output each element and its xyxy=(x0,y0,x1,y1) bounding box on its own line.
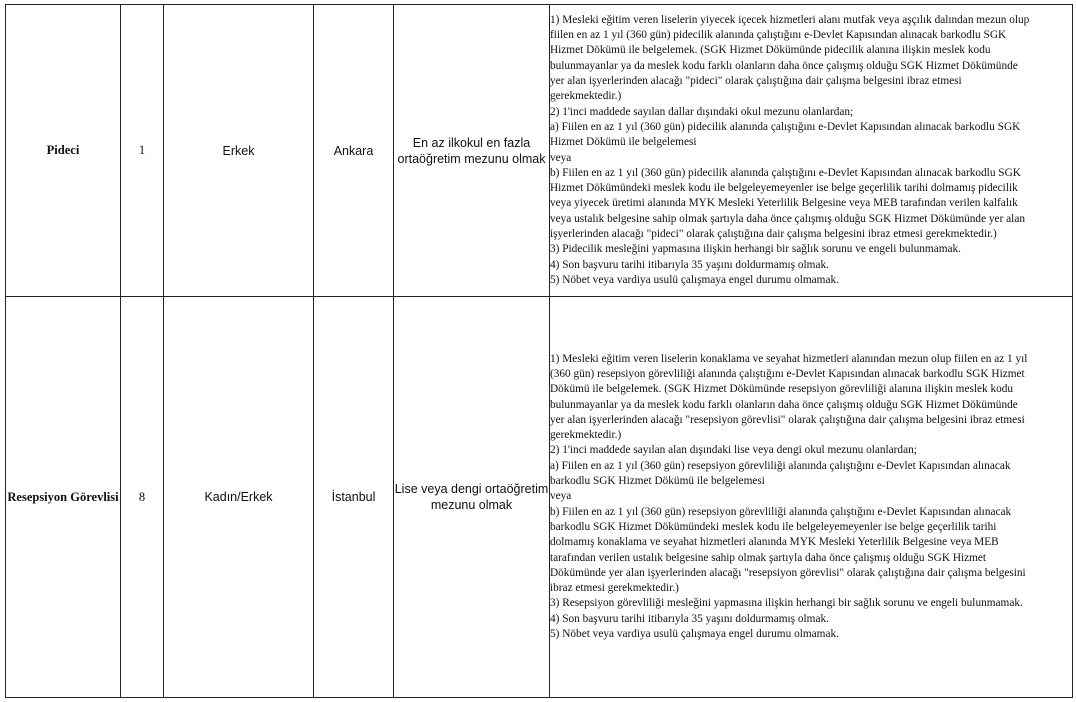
requirement-line: veya xyxy=(550,490,572,503)
city-cell: İstanbul xyxy=(314,297,394,698)
requirement-line: gerekmektedir.) xyxy=(550,429,622,442)
requirement-line: 5) Nöbet veya vardiya usulü çalışmaya engel durumu olmamak. xyxy=(550,628,839,641)
requirement-line: 4) Son başvuru tarihi itibarıyla 35 yaşını doldurmamış olmak. xyxy=(550,612,829,625)
gender-cell: Erkek xyxy=(164,5,314,297)
requirement-line: Dökümü ile belgelemek. (SGK Hizmet Dökümünde resepsiyon görevliliği alanına ilişkin meslek kodu xyxy=(550,383,1014,396)
requirement-line: yer alan işyerlerinden alacağı "pideci" olarak çalıştığına dair çalışma belgesini ibraz etmesi xyxy=(550,75,962,88)
requirement-line: barkodlu SGK Hizmet Dökümü ile belgelemesi xyxy=(550,475,765,488)
requirement-line: Hizmet Dökümündeki meslek kodu ile belgeleyemeyenler ise belge geçerlilik tarihi dolmamış pidecilik xyxy=(550,182,1018,195)
requirement-line: yer alan işyerlerinden alacağı "resepsiyon görevlisi" olarak çalıştığına dair çalışma belgesini ibraz etmesi xyxy=(550,413,1025,426)
requirement-line: a) Fiilen en az 1 yıl (360 gün) resepsiyon görevliliği alanında çalıştığını e-Devlet Kapısından alınacak xyxy=(550,459,1011,472)
requirement-line: 3) Resepsiyon görevliliği mesleğini yapmasına ilişkin herhangi bir sağlık sorunu ve engeli bulunmamak. xyxy=(550,597,1023,610)
requirement-line: dolmamış konaklama ve seyahat hizmetleri alanında MYK Mesleki Yeterlilik Belgesine veya MEB xyxy=(550,536,999,549)
education-cell xyxy=(394,5,550,297)
requirement-line: bulunmayanlar ya da meslek kodu farklı olanların daha önce çalışmış olduğu SGK Hizmet Dökümünde xyxy=(550,398,1018,411)
requirement-line: b) Fiilen en az 1 yıl (360 gün) pidecilik alanında çalıştığını e-Devlet Kapısından alınacak barkodlu SGK xyxy=(550,166,1021,179)
requirement-line: Hizmet Dökümü ile belgelemek. (SGK Hizmet Dökümünde pidecilik alanına ilişkin meslek kodu xyxy=(550,44,991,57)
education-line: ortaöğretim mezunu olmak xyxy=(397,151,546,166)
requirement-line: veya yiyecek üretimi alanında MYK Mesleki Yeterlilik Belgesine veya MEB tarafından verilen kalfalık xyxy=(550,197,1018,210)
requirement-line: fiilen en az 1 yıl (360 gün) pidecilik alanında çalıştığını e-Devlet Kapısından alınacak barkodlu SGK xyxy=(550,29,1007,42)
position-count: 1 xyxy=(121,5,164,297)
position-title: Resepsiyon Görevlisi xyxy=(6,297,121,698)
requirement-line: a) Fiilen en az 1 yıl (360 gün) pidecilik alanında çalıştığını e-Devlet Kapısından alınacak barkodlu SGK xyxy=(550,120,1021,133)
requirement-line: 1) Mesleki eğitim veren liselerin yiyecek içecek hizmetleri alanı mutfak veya aşçılık dalından mezun olup xyxy=(550,13,1030,26)
requirement-line: veya ustalık belgesine sahip olmak şartıyla daha önce çalışmış olduğu SGK Hizmet Dökümünde yer alan xyxy=(550,212,1025,225)
requirements-cell xyxy=(550,5,1073,297)
requirement-line: 4) Son başvuru tarihi itibarıyla 35 yaşını doldurmamış olmak. xyxy=(550,258,829,271)
education-line: Lise veya dengi ortaöğretim xyxy=(394,482,549,496)
position-title: Pideci xyxy=(6,5,121,297)
requirement-line: (360 gün) resepsiyon görevliliği alanında çalıştığını e-Devlet Kapısından alınacak barkodlu SGK Hizmet xyxy=(550,367,1025,380)
requirement-line: 2) 1'inci maddede sayılan dallar dışındaki okul mezunu olanlardan; xyxy=(550,105,854,118)
requirement-line: Dökümünde yer alan işyerlerinden alacağı "resepsiyon görevlisi" olarak çalıştığına dair çalışma belgesini xyxy=(550,566,1026,579)
requirement-line: ibraz etmesi gerekmektedir.) xyxy=(550,582,679,595)
requirement-line: 2) 1'inci maddede sayılan alan dışındaki lise veya dengi okul mezunu olanlardan; xyxy=(550,444,917,457)
requirement-line: tarafından verilen ustalık belgesine sahip olmak şartıyla daha önce çalışmış olduğu SGK Hizmet xyxy=(550,551,987,564)
requirement-line: 1) Mesleki eğitim veren liselerin konaklama ve seyahat hizmetleri alanından mezun olup fiilen en az 1 yıl xyxy=(550,352,1028,365)
job-requirements-table xyxy=(5,4,1073,698)
requirement-line: b) Fiilen en az 1 yıl (360 gün) resepsiyon görevliliği alanında çalıştığını e-Devlet Kapısından alınacak xyxy=(550,505,1012,518)
requirement-line: bulunmayanlar ya da meslek kodu farklı olanların daha önce çalışmış olduğu SGK Hizmet Dökümünde xyxy=(550,59,1018,72)
gender-cell: Kadın/Erkek xyxy=(164,297,314,698)
requirement-line: barkodlu SGK Hizmet Dökümündeki meslek kodu ile belgeleyemeyenler ise belge geçerlilik tarihi xyxy=(550,520,997,533)
requirement-line: gerekmektedir.) xyxy=(550,90,622,103)
requirements-cell xyxy=(550,297,1073,698)
table-row-pideci xyxy=(6,5,1073,297)
requirement-line: 5) Nöbet veya vardiya usulü çalışmaya engel durumu olmamak. xyxy=(550,273,839,286)
requirement-line: 3) Pidecilik mesleğini yapmasına ilişkin herhangi bir sağlık sorunu ve engeli bulunmamak. xyxy=(550,243,962,256)
requirement-line: Hizmet Dökümü ile belgelemesi xyxy=(550,136,697,149)
education-cell xyxy=(394,297,550,698)
education-line: En az ilkokul en fazla xyxy=(412,135,531,150)
education-line: mezunu olmak xyxy=(430,498,513,512)
requirement-line: işyerlerinden alacağı "pideci" olarak çalıştığına dair çalışma belgesini ibraz etmesi gerekmektedir.) xyxy=(550,227,997,240)
requirement-line: veya xyxy=(550,151,572,164)
position-count: 8 xyxy=(121,297,164,698)
table-row-resepsiyon xyxy=(6,297,1073,698)
city-cell: Ankara xyxy=(314,5,394,297)
